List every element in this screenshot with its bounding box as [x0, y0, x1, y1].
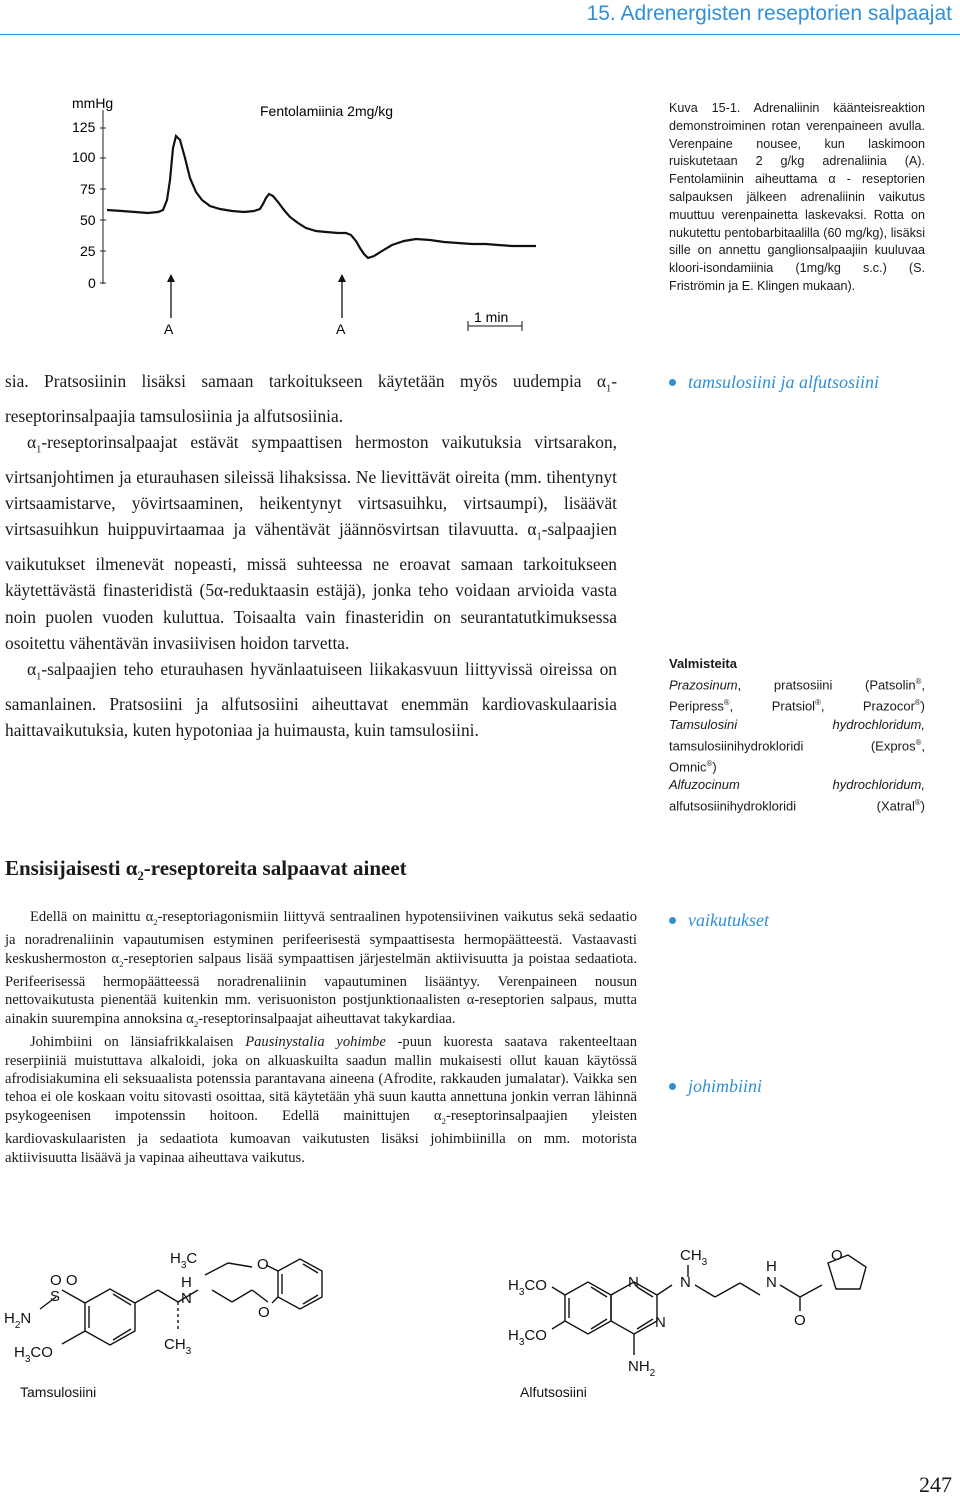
margin-note-johimbiini [669, 1076, 762, 1097]
methyl-ch3 [164, 1336, 192, 1357]
h-atom: H [508, 1327, 519, 1344]
quinazoline-n1: N [628, 1274, 639, 1291]
alfuzosin-structure [552, 1255, 866, 1355]
margin-note-tamsulosiini [669, 372, 879, 393]
ether-oxygen-top: O [257, 1256, 269, 1273]
ch-atoms: CH [680, 1247, 702, 1264]
alpha1-text-2: α [27, 432, 37, 453]
nh-sub: 2 [649, 1368, 656, 1379]
co-atoms: CO [30, 1344, 53, 1361]
amide-n: N [766, 1274, 777, 1291]
drug-latin-prazosinum: Prazosinum [669, 677, 738, 693]
valmisteita-heading: Valmisteita [669, 656, 737, 671]
alpha1-paragraph-2 [5, 429, 617, 656]
marker-a-1: A [164, 321, 174, 337]
valmisteita-line-5 [669, 755, 925, 776]
alfuzosin-ring-a [565, 1282, 611, 1334]
pressure-trace [107, 136, 536, 258]
n-methyl [680, 1247, 708, 1268]
c-atom: C [186, 1250, 198, 1267]
alpha1-text-1: sia. Pratsosiinin lisäksi samaan tarkoitukseen käytetään myös uudempia α [5, 371, 606, 391]
quinazoline-n3: N [655, 1314, 666, 1331]
methyl-h3c [170, 1250, 197, 1271]
h-sub: 3 [24, 1354, 31, 1365]
h-atom: H [508, 1277, 519, 1294]
injection-arrowhead-2 [338, 274, 346, 282]
page-header [0, 0, 960, 34]
alpha2-paragraph-1 [5, 908, 637, 1033]
bullet-icon [669, 1083, 676, 1090]
tamsulosin-name: Tamsulosiini [20, 1384, 97, 1400]
alfuzosin-labels [508, 1247, 843, 1400]
yohimbine-text-2: -puun kuoresta saatava rakenteeltaan reserpiiniä muistuttava alkaloidi, joka on alkuaskuilta saadun mallin mukaisesti ollut kauan käytössä afrodisiakumina eli seksuaalista potenssia parantavana aineena (Afrodite, rakkauden jumalatar). Vaikka sen tehoa ei ole koskaan voitu sitovasti osoittaa, sitä käytetään yhä suun kautta annettuna jonkin verran lähinnä psykogeenisen impotenssin hoitoon. Edellä mainittujen α [5, 1034, 637, 1124]
co-atoms: CO [524, 1327, 547, 1344]
heading-part-b: -reseptoreita salpaavat aineet [143, 856, 407, 880]
punct: , [921, 677, 925, 693]
brand-omnic: Omnic [669, 759, 707, 775]
sub-2: 1 [36, 444, 42, 456]
brand-prazocor: , Prazocor [820, 698, 915, 714]
sub-1: 1 [605, 383, 612, 395]
h-sub: 3 [180, 1260, 187, 1271]
reg-mark: ® [915, 677, 922, 686]
y-tick-0: 0 [88, 275, 96, 291]
amine-h: H [181, 1274, 192, 1291]
punct: , [921, 737, 925, 753]
brand-pratsiol: , Pratsiol [729, 698, 816, 714]
body-paragraph-alpha2 [5, 908, 637, 1167]
reg-mark: ® [915, 737, 922, 747]
valmisteita-line-6 [669, 776, 925, 794]
reg-mark: ® [706, 758, 713, 768]
heading-part-a: Ensisijaisesti α [5, 856, 138, 880]
co-atoms: CO [524, 1277, 547, 1294]
valmisteita-line-2 [669, 694, 925, 715]
h-sub: 2 [14, 1320, 21, 1331]
alpha1-text-1b: -reseptorinsalpaajia tamsulosiinia ja alfutsosiinia. [5, 371, 617, 426]
ch-atoms: CH [164, 1336, 186, 1353]
valmisteita-line-7 [669, 794, 925, 815]
alfuzosin-name: Alfutsosiini [520, 1384, 587, 1400]
y-tick-100: 100 [72, 149, 96, 165]
y-tick-25: 25 [80, 243, 96, 259]
methoxy-1 [508, 1277, 547, 1298]
heading-sub: 2 [137, 869, 144, 884]
sub-3: 1 [536, 531, 542, 543]
alpha1-paragraph-3 [5, 656, 617, 743]
alpha2-text-2: -reseptoriagonismiin liittyvä sentraalinen hypotensiivinen vaikutus sekä sedaatio ja noradrenaliinin vapautumisen estyminen perifeerisestä sympaattisesta hermopäätteestä. Vastaavasti keskushermoston α [5, 909, 637, 967]
carbonyl-oxygen: O [794, 1312, 806, 1329]
brand-peripress: Peripress [669, 698, 724, 714]
h-atom: H [14, 1344, 25, 1361]
margin-note-1-text: tamsulosiini ja alfutsosiini [688, 372, 880, 392]
ether-oxygen-bottom: O [258, 1304, 270, 1321]
punct: ) [920, 698, 925, 714]
y-tick-75: 75 [80, 181, 96, 197]
sulfur-atom: S [50, 1288, 61, 1305]
blood-pressure-figure [60, 88, 540, 350]
amino-nh2 [628, 1358, 656, 1379]
prazosin-brand-list: , pratsosiini (Patsolin [737, 677, 916, 693]
reg-mark: ® [723, 698, 730, 708]
h-atom: H [4, 1310, 15, 1327]
brand-xatral: alfutsosiinihydrokloridi (Xatral [669, 798, 915, 814]
alpha1-text-4b: -salpaajien teho eturauhasen hyvänlaatuiseen liikakasvuun liittyvissä oireissa on samanlainen. Pratsosiini ja alfutsosiini aiheuttavat enemmän kardiovaskulaarisia haittavaikutuksia, kuten hypotoniaa ja huimausta, kuin tamsulosiini. [5, 659, 617, 741]
drug-latin-alfuzocinum: Alfuzocinum hydrochloridum, [669, 777, 925, 793]
figure-caption: Kuva 15-1. Adrenaliinin käänteisreaktion demonstroiminen rotan verenpaineen avulla. Verenpaine nousee, kun laskimoon ruiskutetaan 2 g/kg adrenaliinia (A). Fentolamiinin aiheuttama α - reseptorien salpauksen jälkeen adrenaliinin vaikutus muuttuu verenpainetta laskevaksi. Rotta on nukutettu pentobarbitaalilla (60 mg/kg), lisäksi sille on annettu ganglionsalpaajiin kuuluvaa kloori-isondamiinia (1mg/kg s.c.) (S. Friströmin ja E. Klingen mukaan). [669, 101, 925, 293]
h-atom: H [170, 1250, 181, 1267]
punct: ) [712, 759, 717, 775]
amide-h: H [766, 1258, 777, 1275]
tamsulosin-labels [4, 1250, 270, 1400]
sub-a1: 2 [153, 916, 158, 927]
ch-sub: 3 [701, 1257, 708, 1268]
sub-a3: 2 [193, 1018, 199, 1029]
injection-arrowhead-1 [167, 274, 175, 282]
body-paragraph-alpha1 [5, 368, 617, 744]
valmisteita-box [669, 655, 925, 816]
valmisteita-line-1 [669, 673, 925, 694]
y-tick-125: 125 [72, 119, 96, 135]
brand-expros: tamsulosiinihydrokloridi (Expros [669, 737, 916, 753]
valmisteita-line-3 [669, 716, 925, 734]
alpha2-text-4: -reseptorinsalpaajat aiheuttavat takykardiaa. [198, 1010, 456, 1027]
amino-group [4, 1310, 31, 1331]
ch-sub: 3 [185, 1346, 192, 1357]
sub-b2: 2 [441, 1115, 446, 1126]
h-sub: 3 [518, 1287, 525, 1298]
tamsulosin-ring-b [278, 1259, 322, 1309]
yohimbine-text-1: Johimbiini on länsiafrikkalaisen [30, 1034, 246, 1051]
tamsulosin-ring-a [85, 1289, 135, 1345]
chapter-title: 15. Adrenergisten reseptorien salpaajat [586, 2, 952, 25]
margin-note-2-text: vaikutukset [688, 910, 769, 930]
reg-mark: ® [914, 698, 921, 708]
alpha1-text-3: -salpaajien vaikutukset ilmenevät nopeasti, missä suhteessa ne eroavat samaan tarkoitukseen käytettävästä finasteridistä (5α-reduktaasin estäjä), jonka teho voidaan arvioida vasta noin puolen vuoden kuluttua. Toisaalta vain finasteridin on seurantatutkimuksessa osoitettu vähentävän invasiivisen hoidon tarvetta. [5, 519, 617, 654]
bullet-icon [669, 379, 676, 386]
nh-atoms: NH [628, 1358, 650, 1375]
sub-a2: 2 [119, 958, 124, 969]
methoxy-group [14, 1344, 53, 1365]
alpha2-text-1: Edellä on mainittu α [30, 909, 154, 925]
margin-note-vaikutukset [669, 910, 769, 931]
species-name: Pausinystalia yohimbe [245, 1034, 386, 1051]
header-rule [0, 34, 960, 35]
time-scale-label: 1 min [474, 309, 509, 325]
methoxy-2 [508, 1327, 547, 1348]
bullet-icon [669, 917, 676, 924]
sub-4: 1 [36, 671, 42, 683]
reg-mark: ® [815, 698, 821, 708]
ring-oxygen: O [831, 1247, 843, 1264]
alpha1-text-2b: -reseptorinsalpaajat estävät sympaattisen hermoston vaikutuksia virtsarakon, virtsanjohtimen ja eturauhasen sileissä lihaksissa. Ne lievittävät oireita (mm. tihentynyt virtsaamistarve, yövirtsaaminen, heikentynyt virtsasuihku, virtsaumpi), lisäävät virtsasuihkun huippuvirtaamaa ja vähentävät jäännösvirtsan tilavuutta. α [5, 432, 617, 540]
amine-n: N [680, 1274, 691, 1291]
margin-note-3-text: johimbiini [688, 1076, 763, 1096]
y-unit-label: mmHg [72, 95, 114, 111]
yohimbine-text-3: -reseptorinsalpaajien yleisten kardiovaskulaaristen ja sedaatiota kumoavan vaikutusten lisäksi johimbiinilla on mm. motorista aktiivisuutta lisäävä ja vapinaa aiheuttava vaikutus. [5, 1107, 637, 1166]
page-number: 247 [919, 1472, 952, 1497]
n-atom: N [20, 1310, 32, 1327]
sulfonyl-oxygens: O O [50, 1272, 78, 1289]
h-sub: 3 [518, 1337, 525, 1348]
alpha1-text-4: α [27, 659, 37, 680]
drug-label: Fentolamiinia 2mg/kg [260, 103, 394, 119]
y-tick-50: 50 [80, 212, 96, 228]
yohimbine-paragraph [5, 1033, 637, 1167]
section-heading-alpha2 [5, 856, 407, 884]
marker-a-2: A [336, 321, 346, 337]
drug-latin-tamsulosini: Tamsulosini hydrochloridum, [669, 716, 925, 732]
punct: ) [920, 798, 925, 814]
alpha2-text-3: -reseptorien salpaus lisää sympaattisen järjestelmän aktiivisuutta ja poistaa sedaatiota. Perifeerisessä hermopäätteessä noradrenaliinin vapautuminen lisääntyy. Verenpaineen nousun nettovaikutusta pienentää kuitenkin mm. verisuoniston postjunktionaalisten α-reseptorien salpaus, mutta ainakin suurempina annoksina α [5, 950, 637, 1027]
reg-mark: ® [914, 798, 921, 808]
chemical-structures [0, 1245, 960, 1415]
amine-n: N [181, 1290, 192, 1307]
valmisteita-line-4 [669, 734, 925, 755]
